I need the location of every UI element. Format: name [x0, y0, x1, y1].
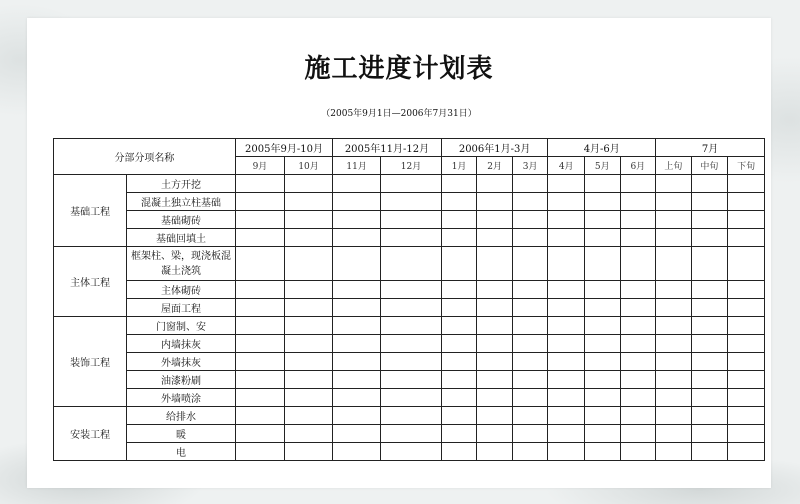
- schedule-cell: [656, 193, 692, 211]
- subperiod-header: 2月: [477, 157, 513, 175]
- schedule-cell: [620, 335, 656, 353]
- schedule-cell: [441, 193, 477, 211]
- schedule-cell: [584, 335, 620, 353]
- schedule-cell: [235, 371, 284, 389]
- schedule-cell: [691, 247, 728, 281]
- schedule-cell: [235, 389, 284, 407]
- item-cell: 油漆粉刷: [127, 371, 236, 389]
- schedule-cell: [441, 353, 477, 371]
- schedule-cell: [656, 211, 692, 229]
- subperiod-header: 下旬: [728, 157, 765, 175]
- schedule-cell: [285, 407, 333, 425]
- schedule-cell: [691, 229, 728, 247]
- schedule-cell: [477, 389, 513, 407]
- schedule-cell: [584, 281, 620, 299]
- item-cell: 门窗制、安: [127, 317, 236, 335]
- schedule-cell: [728, 229, 765, 247]
- schedule-cell: [441, 247, 477, 281]
- schedule-cell: [512, 175, 548, 193]
- schedule-cell: [656, 299, 692, 317]
- schedule-cell: [381, 247, 442, 281]
- schedule-cell: [620, 211, 656, 229]
- schedule-cell: [512, 193, 548, 211]
- document-sheet: [27, 18, 771, 488]
- category-cell: 基础工程: [54, 175, 127, 247]
- schedule-cell: [441, 407, 477, 425]
- schedule-cell: [477, 335, 513, 353]
- schedule-cell: [548, 175, 585, 193]
- schedule-cell: [285, 193, 333, 211]
- schedule-cell: [691, 175, 728, 193]
- item-cell: 框架柱、梁，现浇板混凝土浇筑: [127, 247, 236, 281]
- schedule-cell: [333, 443, 381, 461]
- schedule-cell: [620, 443, 656, 461]
- schedule-cell: [285, 335, 333, 353]
- schedule-cell: [235, 175, 284, 193]
- schedule-cell: [584, 193, 620, 211]
- schedule-cell: [728, 353, 765, 371]
- schedule-cell: [728, 211, 765, 229]
- schedule-cell: [477, 443, 513, 461]
- schedule-cell: [691, 335, 728, 353]
- schedule-cell: [381, 281, 442, 299]
- schedule-cell: [548, 443, 585, 461]
- schedule-table: [53, 138, 765, 461]
- schedule-cell: [477, 353, 513, 371]
- schedule-cell: [235, 211, 284, 229]
- schedule-cell: [691, 407, 728, 425]
- schedule-cell: [381, 425, 442, 443]
- schedule-cell: [728, 317, 765, 335]
- schedule-cell: [441, 443, 477, 461]
- schedule-cell: [235, 281, 284, 299]
- schedule-cell: [333, 389, 381, 407]
- item-cell: 电: [127, 443, 236, 461]
- schedule-cell: [584, 353, 620, 371]
- schedule-cell: [548, 211, 585, 229]
- schedule-cell: [548, 281, 585, 299]
- schedule-cell: [381, 175, 442, 193]
- schedule-cell: [477, 175, 513, 193]
- schedule-cell: [656, 175, 692, 193]
- schedule-cell: [656, 229, 692, 247]
- schedule-cell: [441, 299, 477, 317]
- schedule-cell: [620, 247, 656, 281]
- schedule-cell: [548, 425, 585, 443]
- item-cell: 基础砌砖: [127, 211, 236, 229]
- schedule-cell: [477, 211, 513, 229]
- schedule-cell: [285, 353, 333, 371]
- schedule-cell: [548, 193, 585, 211]
- schedule-cell: [620, 229, 656, 247]
- date-range-subtitle: （2005年9月1日—2006年7月31日）: [321, 109, 477, 119]
- schedule-cell: [512, 335, 548, 353]
- item-cell: 混凝土独立柱基础: [127, 193, 236, 211]
- schedule-cell: [512, 247, 548, 281]
- schedule-cell: [620, 281, 656, 299]
- schedule-cell: [235, 193, 284, 211]
- schedule-cell: [512, 389, 548, 407]
- schedule-cell: [381, 353, 442, 371]
- schedule-cell: [656, 389, 692, 407]
- schedule-cell: [285, 229, 333, 247]
- schedule-cell: [620, 407, 656, 425]
- table-row: [54, 281, 765, 299]
- schedule-cell: [728, 175, 765, 193]
- schedule-cell: [235, 443, 284, 461]
- schedule-cell: [381, 407, 442, 425]
- table-row: [54, 389, 765, 407]
- schedule-cell: [656, 407, 692, 425]
- schedule-cell: [381, 211, 442, 229]
- schedule-cell: [656, 425, 692, 443]
- schedule-cell: [235, 229, 284, 247]
- schedule-cell: [441, 281, 477, 299]
- schedule-cell: [285, 389, 333, 407]
- schedule-cell: [285, 247, 333, 281]
- category-cell: 主体工程: [54, 247, 127, 317]
- item-cell: 给排水: [127, 407, 236, 425]
- subperiod-header: 11月: [333, 157, 381, 175]
- schedule-cell: [691, 281, 728, 299]
- schedule-cell: [728, 247, 765, 281]
- schedule-cell: [235, 247, 284, 281]
- table-row: [54, 211, 765, 229]
- page-title: 施工进度计划表: [304, 54, 494, 84]
- schedule-cell: [584, 371, 620, 389]
- schedule-cell: [285, 425, 333, 443]
- table-row: [54, 175, 765, 193]
- schedule-cell: [285, 299, 333, 317]
- schedule-cell: [728, 371, 765, 389]
- schedule-cell: [285, 371, 333, 389]
- schedule-cell: [512, 407, 548, 425]
- schedule-cell: [584, 175, 620, 193]
- period-header: 2006年1月-3月: [441, 139, 548, 157]
- schedule-cell: [584, 443, 620, 461]
- schedule-cell: [477, 299, 513, 317]
- schedule-cell: [548, 247, 585, 281]
- category-cell: 装饰工程: [54, 317, 127, 407]
- schedule-cell: [285, 211, 333, 229]
- schedule-cell: [728, 281, 765, 299]
- schedule-cell: [691, 193, 728, 211]
- schedule-cell: [584, 389, 620, 407]
- subperiod-header: 3月: [512, 157, 548, 175]
- schedule-cell: [691, 389, 728, 407]
- schedule-cell: [285, 317, 333, 335]
- table-row: [54, 425, 765, 443]
- schedule-cell: [584, 229, 620, 247]
- schedule-cell: [584, 299, 620, 317]
- subperiod-header: 12月: [381, 157, 442, 175]
- period-header: 7月: [656, 139, 765, 157]
- schedule-cell: [285, 175, 333, 193]
- schedule-cell: [381, 389, 442, 407]
- schedule-cell: [477, 229, 513, 247]
- schedule-cell: [477, 317, 513, 335]
- header-row-periods: [54, 139, 765, 157]
- schedule-cell: [656, 281, 692, 299]
- schedule-cell: [584, 425, 620, 443]
- schedule-cell: [691, 353, 728, 371]
- schedule-cell: [333, 425, 381, 443]
- schedule-cell: [728, 389, 765, 407]
- schedule-cell: [333, 299, 381, 317]
- schedule-cell: [656, 317, 692, 335]
- schedule-cell: [584, 211, 620, 229]
- schedule-cell: [620, 371, 656, 389]
- schedule-cell: [333, 247, 381, 281]
- schedule-cell: [656, 335, 692, 353]
- schedule-cell: [333, 175, 381, 193]
- schedule-cell: [333, 407, 381, 425]
- table-row: [54, 353, 765, 371]
- schedule-cell: [691, 443, 728, 461]
- schedule-cell: [441, 211, 477, 229]
- schedule-cell: [548, 353, 585, 371]
- table-row: [54, 229, 765, 247]
- schedule-cell: [656, 247, 692, 281]
- schedule-cell: [548, 335, 585, 353]
- item-cell: 内墙抹灰: [127, 335, 236, 353]
- table-row: [54, 407, 765, 425]
- table-row: [54, 371, 765, 389]
- schedule-cell: [333, 371, 381, 389]
- schedule-cell: [477, 407, 513, 425]
- schedule-cell: [333, 211, 381, 229]
- schedule-cell: [548, 407, 585, 425]
- schedule-cell: [620, 299, 656, 317]
- item-column-header: 分部分项名称: [54, 139, 236, 175]
- schedule-cell: [441, 175, 477, 193]
- schedule-cell: [381, 443, 442, 461]
- schedule-cell: [285, 281, 333, 299]
- schedule-cell: [235, 317, 284, 335]
- schedule-cell: [691, 425, 728, 443]
- schedule-cell: [381, 229, 442, 247]
- schedule-cell: [584, 247, 620, 281]
- schedule-cell: [656, 371, 692, 389]
- subperiod-header: 上旬: [656, 157, 692, 175]
- subperiod-header: 4月: [548, 157, 585, 175]
- item-cell: 屋面工程: [127, 299, 236, 317]
- schedule-cell: [728, 335, 765, 353]
- category-cell: 安装工程: [54, 407, 127, 461]
- subperiod-header: 10月: [285, 157, 333, 175]
- schedule-cell: [548, 371, 585, 389]
- schedule-cell: [620, 425, 656, 443]
- item-cell: 外墙抹灰: [127, 353, 236, 371]
- schedule-cell: [235, 407, 284, 425]
- schedule-cell: [691, 299, 728, 317]
- schedule-cell: [728, 193, 765, 211]
- schedule-cell: [285, 443, 333, 461]
- schedule-cell: [381, 299, 442, 317]
- schedule-cell: [512, 353, 548, 371]
- schedule-cell: [441, 425, 477, 443]
- schedule-cell: [548, 299, 585, 317]
- schedule-cell: [381, 371, 442, 389]
- schedule-cell: [441, 389, 477, 407]
- schedule-cell: [548, 317, 585, 335]
- subperiod-header: 6月: [620, 157, 656, 175]
- schedule-cell: [235, 353, 284, 371]
- schedule-cell: [333, 193, 381, 211]
- table-row: [54, 247, 765, 281]
- schedule-cell: [333, 317, 381, 335]
- schedule-cell: [477, 371, 513, 389]
- schedule-cell: [381, 335, 442, 353]
- schedule-cell: [512, 281, 548, 299]
- schedule-cell: [512, 443, 548, 461]
- schedule-cell: [620, 175, 656, 193]
- period-header: 2005年11月-12月: [333, 139, 442, 157]
- schedule-cell: [512, 211, 548, 229]
- schedule-cell: [441, 317, 477, 335]
- schedule-cell: [512, 371, 548, 389]
- schedule-cell: [381, 193, 442, 211]
- schedule-cell: [477, 247, 513, 281]
- schedule-cell: [235, 425, 284, 443]
- schedule-cell: [333, 335, 381, 353]
- schedule-cell: [728, 443, 765, 461]
- period-header: 4月-6月: [548, 139, 656, 157]
- item-cell: 基础回填土: [127, 229, 236, 247]
- schedule-cell: [477, 425, 513, 443]
- schedule-cell: [691, 371, 728, 389]
- schedule-cell: [620, 389, 656, 407]
- table-row: [54, 335, 765, 353]
- schedule-cell: [548, 389, 585, 407]
- schedule-cell: [441, 371, 477, 389]
- schedule-cell: [333, 229, 381, 247]
- schedule-cell: [477, 193, 513, 211]
- schedule-cell: [333, 281, 381, 299]
- schedule-cell: [728, 425, 765, 443]
- schedule-cell: [441, 229, 477, 247]
- table-row: [54, 317, 765, 335]
- schedule-cell: [691, 211, 728, 229]
- schedule-cell: [512, 317, 548, 335]
- subperiod-header: 1月: [441, 157, 477, 175]
- item-cell: 主体砌砖: [127, 281, 236, 299]
- schedule-cell: [381, 317, 442, 335]
- item-cell: 外墙喷涂: [127, 389, 236, 407]
- table-row: [54, 299, 765, 317]
- schedule-cell: [620, 353, 656, 371]
- schedule-cell: [584, 317, 620, 335]
- schedule-cell: [512, 229, 548, 247]
- schedule-cell: [584, 407, 620, 425]
- item-cell: 土方开挖: [127, 175, 236, 193]
- period-header: 2005年9月-10月: [235, 139, 332, 157]
- schedule-cell: [235, 335, 284, 353]
- schedule-cell: [333, 353, 381, 371]
- schedule-cell: [656, 353, 692, 371]
- table-row: [54, 193, 765, 211]
- schedule-cell: [235, 299, 284, 317]
- schedule-cell: [728, 407, 765, 425]
- schedule-cell: [620, 317, 656, 335]
- schedule-cell: [548, 229, 585, 247]
- schedule-cell: [512, 299, 548, 317]
- item-cell: 暖: [127, 425, 236, 443]
- schedule-cell: [441, 335, 477, 353]
- subperiod-header: 5月: [584, 157, 620, 175]
- schedule-cell: [512, 425, 548, 443]
- subperiod-header: 中旬: [691, 157, 728, 175]
- subperiod-header: 9月: [235, 157, 284, 175]
- table-row: [54, 443, 765, 461]
- schedule-cell: [656, 443, 692, 461]
- schedule-cell: [728, 299, 765, 317]
- schedule-cell: [691, 317, 728, 335]
- schedule-cell: [477, 281, 513, 299]
- schedule-cell: [620, 193, 656, 211]
